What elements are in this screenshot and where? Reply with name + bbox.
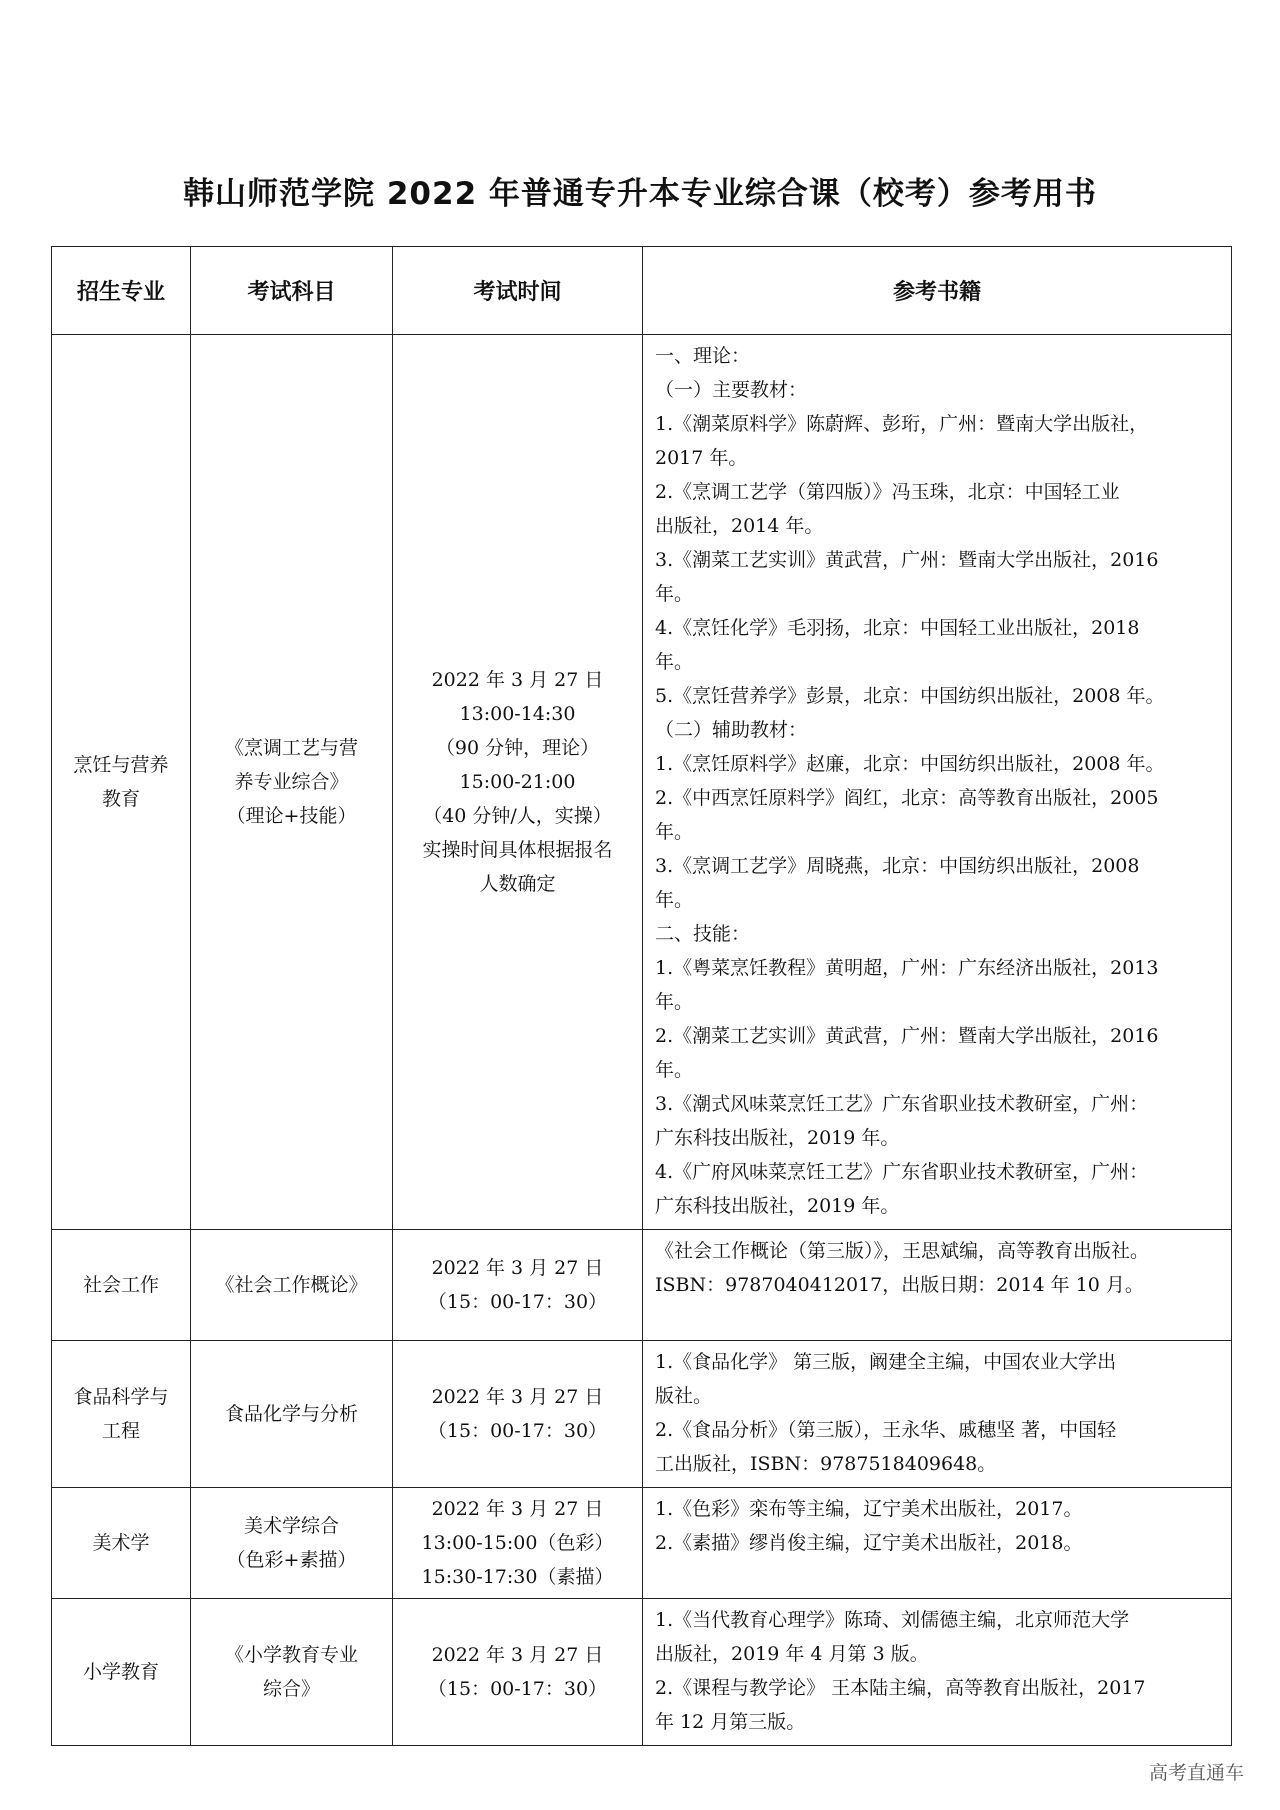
- cell-time: [393, 1341, 643, 1488]
- cell-time: [393, 1599, 643, 1746]
- cell-books: [643, 1341, 1232, 1488]
- header-books: 参考书籍: [643, 247, 1232, 335]
- cell-major: [52, 1230, 191, 1341]
- table-row: [52, 1488, 1232, 1599]
- books-line: 3.《潮式风味菜烹饪工艺》广东省职业技术教研室，广州：: [655, 1093, 1149, 1115]
- books-line: 年。: [655, 889, 694, 911]
- time-line: 13:00-15:00（色彩）: [421, 1532, 614, 1554]
- books-line: 年。: [655, 821, 694, 843]
- books-line: 2017 年。: [655, 447, 748, 469]
- major-line: 美术学: [92, 1532, 150, 1554]
- books-line: 出版社，2019 年 4 月第 3 版。: [655, 1643, 929, 1665]
- cell-subject: [191, 335, 393, 1230]
- cell-subject: [191, 1488, 393, 1599]
- header-time: 考试时间: [393, 247, 643, 335]
- subject-line: （色彩+素描）: [226, 1549, 357, 1571]
- subject-line: 养专业综合》: [234, 771, 349, 793]
- books-line: 1.《潮菜原料学》陈蔚辉、彭珩，广州：暨南大学出版社，: [655, 413, 1149, 435]
- books-line: 1.《色彩》栾布等主编，辽宁美术出版社，2017。: [655, 1498, 1083, 1520]
- subject-line: 食品化学与分析: [224, 1403, 358, 1425]
- cell-major: [52, 1488, 191, 1599]
- major-line: 社会工作: [82, 1274, 159, 1296]
- page-title: 韩山师范学院 2022 年普通专升本专业综合课（校考）参考用书: [183, 176, 1097, 212]
- time-line: 实操时间具体根据报名: [422, 839, 613, 861]
- table-row: [52, 335, 1232, 1230]
- cell-major: [52, 1341, 191, 1488]
- cell-major: [52, 335, 191, 1230]
- time-line: 2022 年 3 月 27 日: [431, 1498, 604, 1520]
- time-line: 15:30-17:30（素描）: [421, 1566, 614, 1588]
- time-line: 人数确定: [479, 873, 556, 895]
- books-line: 1.《烹饪原料学》赵廉，北京：中国纺织出版社，2008 年。: [655, 753, 1165, 775]
- books-line: 2.《课程与教学论》 王本陆主编，高等教育出版社，2017: [655, 1677, 1146, 1699]
- books-line: 3.《潮菜工艺实训》黄武营，广州：暨南大学出版社，2016: [655, 549, 1159, 571]
- reference-books-table: [51, 246, 1232, 1746]
- time-line: （15：00-17：30）: [427, 1420, 608, 1442]
- subject-line: （理论+技能）: [226, 805, 357, 827]
- books-line: （二）辅助教材：: [655, 719, 808, 741]
- header-subject: 考试科目: [191, 247, 393, 335]
- books-line: 年。: [655, 991, 694, 1013]
- books-line: 工出版社，ISBN：9787518409648。: [655, 1453, 997, 1475]
- major-line: 烹饪与营养: [73, 754, 169, 776]
- cell-books: [643, 335, 1232, 1230]
- cell-books: [643, 1599, 1232, 1746]
- time-line: （40 分钟/人，实操）: [423, 805, 612, 827]
- books-line: 4.《烹饪化学》毛羽扬，北京：中国轻工业出版社，2018: [655, 617, 1140, 639]
- books-line: ISBN：9787040412017，出版日期：2014 年 10 月。: [655, 1274, 1144, 1296]
- books-line: 3.《烹调工艺学》周晓燕，北京：中国纺织出版社，2008: [655, 855, 1140, 877]
- time-line: 13:00-14:30: [459, 703, 576, 725]
- subject-line: 《小学教育专业: [224, 1644, 358, 1666]
- books-line: 《社会工作概论（第三版）》，王思斌编，高等教育出版社。: [655, 1240, 1150, 1262]
- books-line: 版社。: [655, 1385, 713, 1407]
- books-line: 1.《当代教育心理学》陈琦、刘儒德主编，北京师范大学: [655, 1609, 1130, 1631]
- cell-subject: [191, 1599, 393, 1746]
- books-line: 广东科技出版社，2019 年。: [655, 1127, 900, 1149]
- major-line: 小学教育: [82, 1661, 159, 1683]
- books-line: 4.《广府风味菜烹饪工艺》广东省职业技术教研室，广州：: [655, 1161, 1149, 1183]
- cell-books: [643, 1488, 1232, 1599]
- books-line: 二、技能：: [655, 923, 751, 945]
- books-line: 年。: [655, 1059, 694, 1081]
- books-line: 2.《食品分析》（第三版），王永华、戚穗坚 著，中国轻: [655, 1419, 1117, 1441]
- table-row: [52, 1341, 1232, 1488]
- major-line: 工程: [101, 1420, 140, 1442]
- time-line: 15:00-21:00: [459, 771, 576, 793]
- books-line: 1.《食品化学》 第三版，阚建全主编，中国农业大学出: [655, 1351, 1117, 1373]
- books-line: 出版社，2014 年。: [655, 515, 824, 537]
- table-header-row: [52, 247, 1232, 335]
- books-line: 2.《潮菜工艺实训》黄武营，广州：暨南大学出版社，2016: [655, 1025, 1159, 1047]
- cell-time: [393, 335, 643, 1230]
- subject-line: 《烹调工艺与营: [224, 737, 358, 759]
- books-line: 年。: [655, 583, 694, 605]
- header-major: 招生专业: [52, 247, 191, 335]
- time-line: （90 分钟，理论）: [435, 737, 600, 759]
- cell-major: [52, 1599, 191, 1746]
- books-line: 2.《中西烹饪原料学》阎红，北京：高等教育出版社，2005: [655, 787, 1159, 809]
- time-line: （15：00-17：30）: [427, 1291, 608, 1313]
- subject-line: 《社会工作概论》: [215, 1274, 368, 1296]
- subject-line: 综合》: [262, 1678, 320, 1700]
- books-line: 年。: [655, 651, 694, 673]
- table-row: [52, 1599, 1232, 1746]
- books-line: 一、理论：: [655, 345, 751, 367]
- cell-time: [393, 1230, 643, 1341]
- books-line: （一）主要教材：: [655, 379, 808, 401]
- subject-line: 美术学综合: [243, 1515, 339, 1537]
- major-line: 食品科学与: [73, 1386, 169, 1408]
- major-line: 教育: [101, 788, 140, 810]
- books-line: 1.《粤菜烹饪教程》黄明超，广州：广东经济出版社，2013: [655, 957, 1159, 979]
- table-row: [52, 1230, 1232, 1341]
- books-line: 年 12 月第三版。: [655, 1711, 806, 1733]
- cell-subject: [191, 1341, 393, 1488]
- books-line: 2.《素描》缪肖俊主编，辽宁美术出版社，2018。: [655, 1532, 1083, 1554]
- time-line: 2022 年 3 月 27 日: [431, 1386, 604, 1408]
- books-line: 2.《烹调工艺学（第四版）》冯玉珠，北京：中国轻工业: [655, 481, 1120, 503]
- time-line: 2022 年 3 月 27 日: [431, 669, 604, 691]
- watermark: 高考直通车: [1148, 1762, 1244, 1784]
- time-line: 2022 年 3 月 27 日: [431, 1644, 604, 1666]
- cell-subject: [191, 1230, 393, 1341]
- books-line: 5.《烹饪营养学》彭景，北京：中国纺织出版社，2008 年。: [655, 685, 1165, 707]
- time-line: （15：00-17：30）: [427, 1678, 608, 1700]
- time-line: 2022 年 3 月 27 日: [431, 1257, 604, 1279]
- books-line: 广东科技出版社，2019 年。: [655, 1195, 900, 1217]
- cell-time: [393, 1488, 643, 1599]
- cell-books: [643, 1230, 1232, 1341]
